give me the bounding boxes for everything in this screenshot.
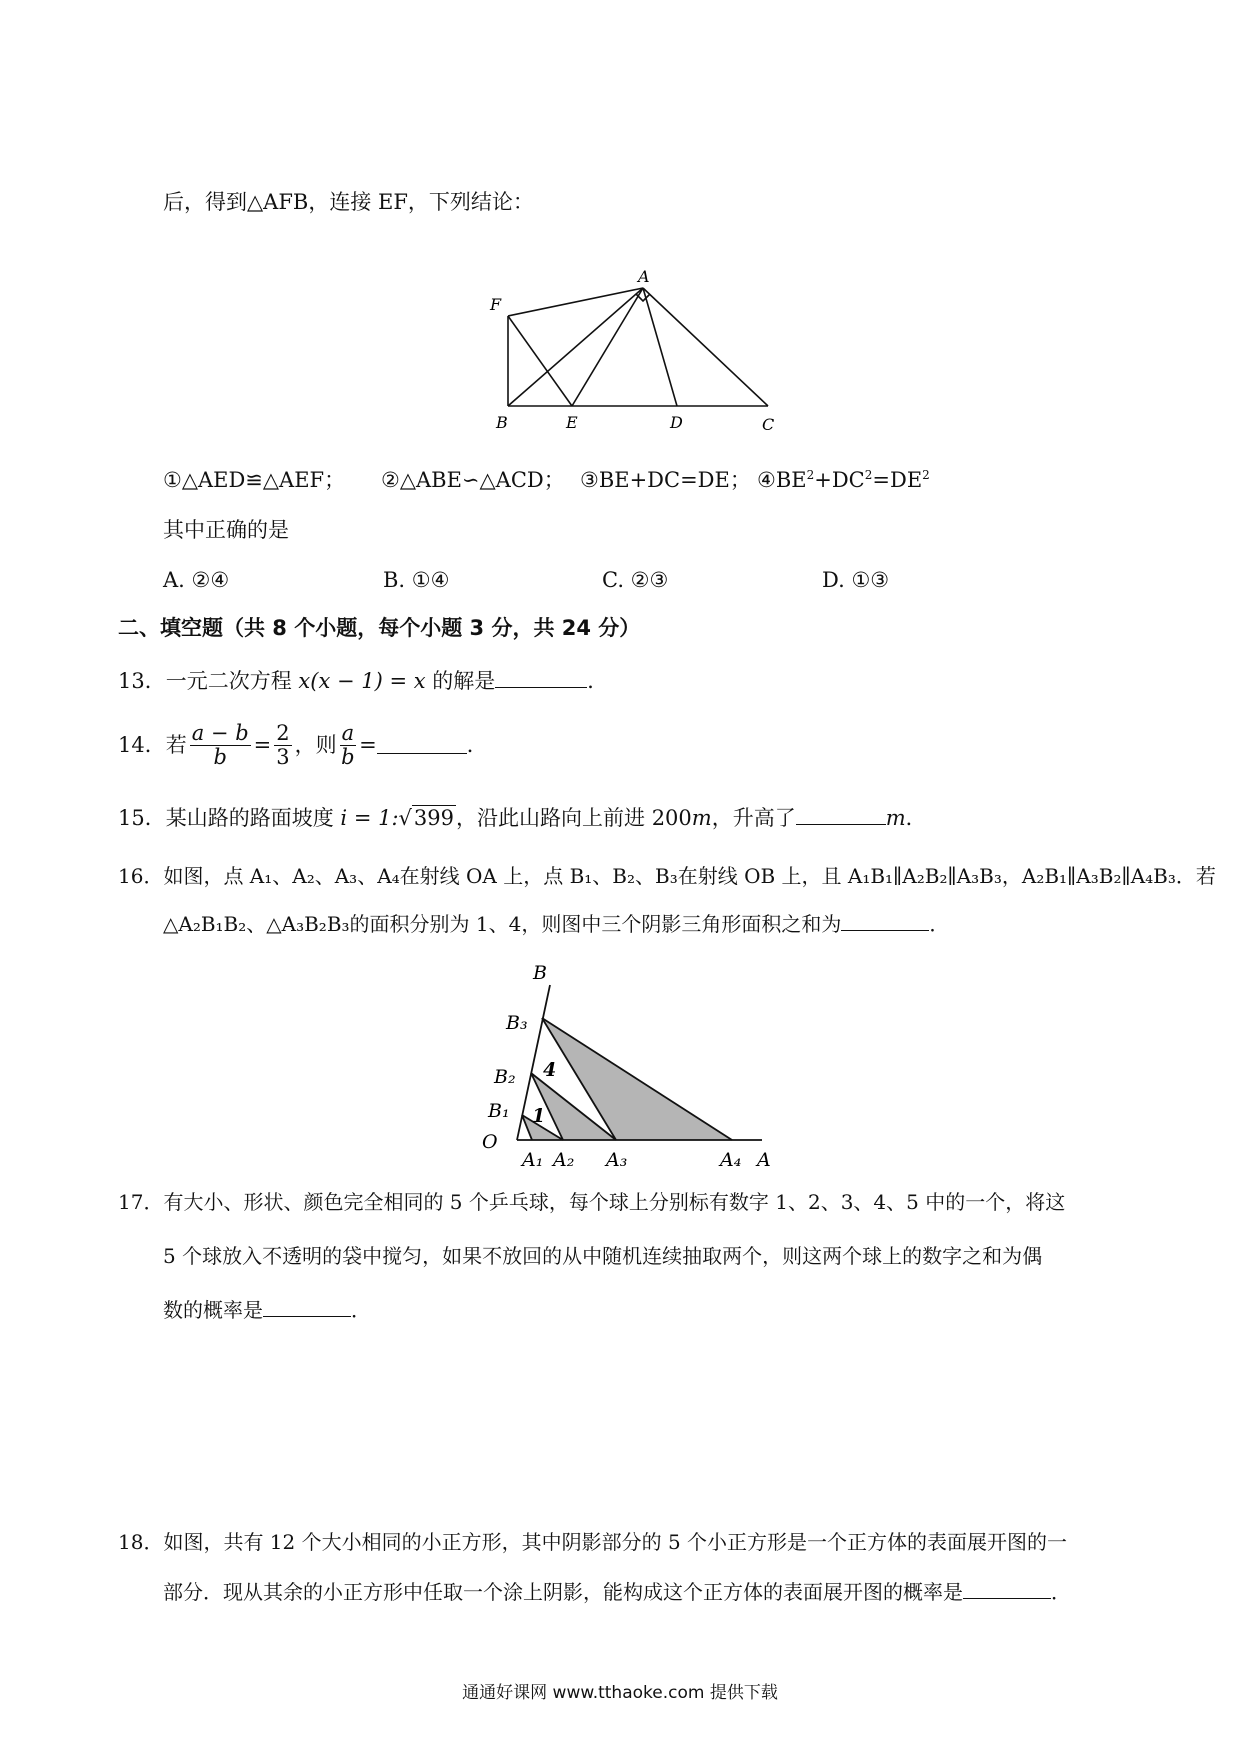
q14-fraction-3: $\frac{a}{b}$ (341, 721, 355, 770)
label-a1: A₁ (522, 1149, 544, 1171)
q13: 13．一元二次方程 x(x − 1) = x 的解是 ． (118, 669, 609, 693)
label-f: F (490, 295, 502, 314)
q17-line-3: 数的概率是 ． (163, 1298, 371, 1322)
segment-ab (508, 288, 643, 406)
q17-line-2: 5 个球放入不透明的袋中搅匀，如果不放回的从中随机连续抽取两个，则这两个球上的数字之和为偶 (163, 1244, 1043, 1268)
section-2-title: 二、填空题（共 8 个小题，每个小题 3 分，共 24 分） (118, 616, 641, 640)
segment-ae (572, 288, 643, 406)
area-label-4: 4 (543, 1059, 557, 1081)
label-e: E (566, 413, 578, 432)
q16-line-1: 16．如图，点 A₁、A₂、A₃、A₄在射线 OA 上，点 B₁、B₂、B₃在射线 OB 上，且 A₁B₁∥A₂B₂∥A₃B₃，A₂B₁∥A₃B₂∥A₄B₃．若 (118, 864, 1216, 888)
q12-intro: 后，得到△AFB，连接 EF，下列结论： (163, 190, 534, 214)
label-b: B (533, 962, 547, 984)
q15-sqrt-sign: √ (398, 806, 412, 830)
page-footer: 通通好课网 www.tthaoke.com 提供下载 (462, 1683, 778, 1703)
q13-equation: x(x − 1) = x (298, 669, 426, 693)
q12-option-d: D. ①③ (822, 568, 890, 592)
segment-ac (643, 288, 768, 406)
label-b1: B₁ (488, 1100, 510, 1122)
q18-number: 18． (118, 1530, 164, 1554)
q16-answer-blank (841, 930, 929, 931)
q17-answer-blank (263, 1316, 351, 1317)
q18-line-2: 部分．现从其余的小正方形中任取一个涂上阴影，能构成这个正方体的表面展开图的概率是 ． (163, 1580, 1071, 1604)
q16-number: 16． (118, 864, 164, 888)
segment-fe (508, 316, 572, 406)
q15: 15．某山路的路面坡度 i = 1:√399，沿此山路向上前进 200m，升高了 m． (118, 806, 927, 830)
label-b3: B₃ (506, 1012, 528, 1034)
q15-answer-blank (796, 824, 886, 825)
label-o: O (482, 1131, 498, 1153)
q12-option-b: B. ①④ (383, 568, 450, 592)
q17-number: 17． (118, 1190, 164, 1214)
q16-line-2: △A₂B₁B₂、△A₃B₂B₃的面积分别为 1、4，则图中三个阴影三角形面积之和为 ． (163, 912, 950, 936)
q12-option-c: C. ②③ (602, 568, 669, 592)
q12-figure-lines (508, 288, 768, 406)
q13-number: 13． (118, 669, 166, 693)
segment-af (508, 288, 643, 316)
q12-conclusion-4: $④BE^2+DC^2=DE^2$ (757, 468, 930, 492)
q14: 14． 若 $\frac{a - b}{b}$ = $\frac{2}{3}$ ，则 $\frac{a}{b}$ = ． (118, 721, 488, 770)
q12-figure (480, 270, 780, 440)
label-b: B (496, 413, 508, 432)
q14-number: 14． (118, 733, 166, 757)
label-a: A (638, 270, 650, 286)
q13-answer-blank (495, 687, 587, 688)
q12-conclusion-3: ③BE+DC=DE； (580, 468, 751, 492)
label-c: C (762, 415, 775, 434)
q17-line-1: 17．有大小、形状、颜色完全相同的 5 个乒乓球，每个球上分别标有数字 1、2、3、4、5 中的一个，将这 (118, 1190, 1066, 1214)
q14-fraction-1: $\frac{a - b}{b}$ (191, 721, 249, 770)
area-label-1: 1 (532, 1105, 546, 1127)
q12-option-a: A. ②④ (163, 568, 230, 592)
label-d: D (670, 413, 683, 432)
q18-line-1: 18．如图，共有 12 个大小相同的小正方形，其中阴影部分的 5 个小正方形是一个正方体的表面展开图的一 (118, 1530, 1068, 1554)
label-a3: A₃ (606, 1149, 628, 1171)
q16-figure (470, 955, 790, 1175)
q14-answer-blank (377, 753, 467, 754)
q15-number: 15． (118, 806, 166, 830)
label-a4: A₄ (720, 1149, 742, 1171)
q12-conclusion-1: ①△AED≌△AEF； (163, 468, 346, 492)
q12-which-correct: 其中正确的是 (163, 518, 289, 542)
segment-ad (643, 288, 677, 406)
q18-answer-blank (963, 1598, 1051, 1599)
label-b2: B₂ (494, 1066, 516, 1088)
label-a: A (757, 1149, 771, 1171)
q14-fraction-2: $\frac{2}{3}$ (276, 721, 290, 770)
q12-conclusion-2: ②△ABE∽△ACD； (381, 468, 565, 492)
label-a2: A₂ (553, 1149, 575, 1171)
